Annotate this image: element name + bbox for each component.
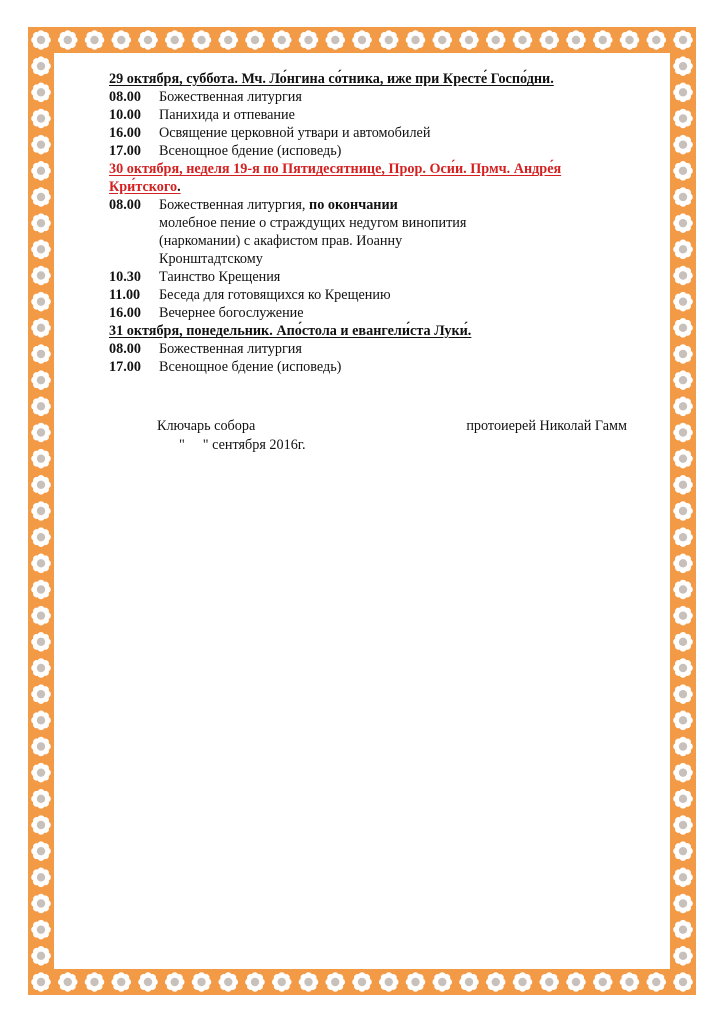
flower-ornament xyxy=(31,684,51,704)
flower-ornament xyxy=(486,30,506,50)
flower-ornament xyxy=(673,946,693,966)
flower-ornament xyxy=(31,344,51,364)
flower-ornament xyxy=(673,397,693,417)
flower-ornament xyxy=(673,475,693,495)
flower-ornament xyxy=(486,972,506,992)
schedule-row xyxy=(109,106,629,124)
flower-ornament xyxy=(245,30,265,50)
flower-ornament xyxy=(459,30,479,50)
schedule-row xyxy=(109,88,629,106)
flower-ornament xyxy=(58,972,78,992)
flower-ornament xyxy=(31,868,51,888)
schedule-row xyxy=(109,286,629,304)
flower-ornament xyxy=(673,658,693,678)
flower-ornament xyxy=(673,841,693,861)
flower-ornament xyxy=(85,30,105,50)
flower-ornament xyxy=(673,240,693,260)
flower-ornament xyxy=(31,266,51,286)
schedule-row xyxy=(109,304,629,322)
flower-ornament xyxy=(673,606,693,626)
service-time: 08.00 xyxy=(109,89,141,105)
flower-ornament xyxy=(272,972,292,992)
flower-ornament xyxy=(593,972,613,992)
flower-ornament xyxy=(325,972,345,992)
flower-ornament xyxy=(111,30,131,50)
day-heading-line2: Кри́тского xyxy=(109,179,178,195)
flower-ornament xyxy=(192,30,212,50)
flower-ornament xyxy=(192,972,212,992)
flower-ornament xyxy=(31,606,51,626)
day-heading-line1: 30 октября, неделя 19-я по Пятидесятнице, Прор. Оси́и. Прмч. Андре́я xyxy=(109,161,562,177)
schedule xyxy=(109,70,629,376)
flower-ornament xyxy=(673,527,693,547)
flower-ornament xyxy=(31,920,51,940)
flower-ornament xyxy=(673,161,693,181)
signature-date xyxy=(157,436,627,454)
flower-ornament xyxy=(673,423,693,443)
flower-ornament xyxy=(406,30,426,50)
description-bold: по окончании xyxy=(309,197,398,213)
flower-ornament xyxy=(272,30,292,50)
description-line: молебное пение о страждущих недугом винопития xyxy=(159,215,467,231)
flower-ornament xyxy=(31,946,51,966)
flower-ornament xyxy=(325,30,345,50)
service-description: Всенощное бдение (исповедь) xyxy=(159,143,342,159)
service-time: 08.00 xyxy=(109,341,141,357)
flower-ornament xyxy=(673,580,693,600)
description-line: Кронштадтскому xyxy=(159,251,263,267)
flower-ornament xyxy=(138,972,158,992)
flower-ornament xyxy=(31,475,51,495)
flower-ornament xyxy=(673,449,693,469)
flower-ornament xyxy=(673,83,693,103)
flower-ornament xyxy=(379,30,399,50)
flower-ornament xyxy=(31,187,51,207)
flower-ornament xyxy=(165,972,185,992)
flower-ornament xyxy=(299,972,319,992)
flower-ornament xyxy=(566,30,586,50)
flower-ornament xyxy=(31,56,51,76)
service-description: Панихида и отпевание xyxy=(159,107,295,123)
flower-ornament xyxy=(673,684,693,704)
service-description: Таинство Крещения xyxy=(159,269,281,285)
flower-ornament xyxy=(673,187,693,207)
flower-ornament xyxy=(673,920,693,940)
flower-ornament xyxy=(673,109,693,129)
flower-ornament xyxy=(673,135,693,155)
service-time: 10.30 xyxy=(109,269,141,285)
flower-ornament xyxy=(111,972,131,992)
service-time: 08.00 xyxy=(109,197,141,213)
flower-ornament xyxy=(459,972,479,992)
schedule-row xyxy=(109,358,629,376)
service-description: Божественная литургия xyxy=(159,341,302,357)
flower-ornament xyxy=(673,789,693,809)
service-description: Вечернее богослужение xyxy=(159,305,304,321)
day-block-oct-30 xyxy=(109,160,629,322)
flower-ornament xyxy=(379,972,399,992)
flower-ornament xyxy=(673,213,693,233)
flower-ornament xyxy=(673,868,693,888)
flower-ornament xyxy=(566,972,586,992)
flower-ornament xyxy=(352,972,372,992)
service-time: 11.00 xyxy=(109,287,141,303)
description-line xyxy=(159,196,629,214)
service-time: 17.00 xyxy=(109,359,141,375)
description-plain: Божественная литургия, xyxy=(159,197,310,213)
flower-ornament xyxy=(31,135,51,155)
flower-ornament xyxy=(31,894,51,914)
flower-ornament xyxy=(673,815,693,835)
flower-ornament xyxy=(620,30,640,50)
flower-ornament xyxy=(673,894,693,914)
flower-ornament xyxy=(432,972,452,992)
service-time: 17.00 xyxy=(109,143,141,159)
service-description: Божественная литургия xyxy=(159,89,302,105)
flower-ornament xyxy=(31,83,51,103)
day-heading: 29 октября, суббота. Мч. Ло́нгина со́тника, иже при Кресте́ Госпо́дни. xyxy=(109,71,554,87)
flower-ornament xyxy=(593,30,613,50)
flower-ornament xyxy=(31,423,51,443)
service-description: Беседа для готовящихся ко Крещению xyxy=(159,287,391,303)
flower-ornament xyxy=(245,972,265,992)
flower-ornament xyxy=(673,763,693,783)
flower-ornament xyxy=(31,30,51,50)
flower-ornament xyxy=(539,972,559,992)
service-time: 16.00 xyxy=(109,305,141,321)
flower-ornament xyxy=(673,56,693,76)
flower-ornament xyxy=(85,972,105,992)
service-time: 10.00 xyxy=(109,107,141,123)
signature-name: протоиерей Николай Гамм xyxy=(466,418,627,434)
flower-ornament xyxy=(31,632,51,652)
flower-ornament xyxy=(31,240,51,260)
flower-ornament xyxy=(673,632,693,652)
signature-block xyxy=(157,417,627,454)
flower-ornament xyxy=(31,161,51,181)
schedule-row xyxy=(109,196,629,268)
service-description: Всенощное бдение (исповедь) xyxy=(159,359,342,375)
signature-row xyxy=(157,417,627,435)
flower-ornament xyxy=(31,658,51,678)
flower-ornament xyxy=(673,344,693,364)
flower-ornament xyxy=(673,370,693,390)
day-heading-period: . xyxy=(177,179,181,195)
flower-ornament xyxy=(58,30,78,50)
flower-ornament xyxy=(31,789,51,809)
flower-ornament xyxy=(299,30,319,50)
flower-ornament xyxy=(513,972,533,992)
schedule-row xyxy=(109,268,629,286)
flower-ornament xyxy=(218,30,238,50)
description-line: (наркомании) с акафистом прав. Иоанну xyxy=(159,233,403,249)
day-heading-feast xyxy=(109,160,629,196)
date-text: сентября 2016г. xyxy=(212,437,306,453)
schedule-row xyxy=(109,340,629,358)
day-block-oct-29 xyxy=(109,70,629,160)
flower-ornament xyxy=(646,30,666,50)
signature-title: Ключарь собора xyxy=(157,418,256,434)
flower-ornament xyxy=(31,815,51,835)
flower-ornament xyxy=(31,527,51,547)
flower-ornament xyxy=(406,972,426,992)
flower-ornament xyxy=(352,30,372,50)
flower-ornament xyxy=(31,501,51,521)
flower-ornament xyxy=(673,737,693,757)
flower-ornament xyxy=(646,972,666,992)
date-close-quote: " xyxy=(202,437,209,453)
service-description xyxy=(159,196,629,268)
day-block-oct-31 xyxy=(109,322,629,376)
flower-ornament xyxy=(673,318,693,338)
schedule-row xyxy=(109,124,629,142)
date-open-quote: " xyxy=(179,437,185,453)
flower-ornament xyxy=(31,711,51,731)
flower-ornament xyxy=(218,972,238,992)
flower-ornament xyxy=(673,292,693,312)
flower-ornament xyxy=(31,397,51,417)
flower-ornament xyxy=(31,763,51,783)
flower-ornament xyxy=(673,501,693,521)
flower-ornament xyxy=(673,972,693,992)
flower-ornament xyxy=(31,841,51,861)
flower-ornament xyxy=(31,972,51,992)
flower-ornament xyxy=(673,266,693,286)
flower-ornament xyxy=(31,370,51,390)
flower-ornament xyxy=(539,30,559,50)
flower-ornament xyxy=(138,30,158,50)
flower-ornament xyxy=(31,554,51,574)
day-heading: 31 октября, понедельник. Апо́стола и евангели́ста Луки́. xyxy=(109,323,472,339)
flower-ornament xyxy=(673,554,693,574)
flower-ornament xyxy=(673,711,693,731)
flower-ornament xyxy=(513,30,533,50)
flower-ornament xyxy=(31,449,51,469)
flower-ornament xyxy=(673,30,693,50)
flower-ornament xyxy=(31,109,51,129)
flower-ornament xyxy=(31,213,51,233)
flower-ornament xyxy=(165,30,185,50)
service-description: Освящение церковной утвари и автомобилей xyxy=(159,125,431,141)
flower-ornament xyxy=(31,580,51,600)
flower-ornament xyxy=(620,972,640,992)
flower-ornament xyxy=(31,737,51,757)
flower-ornament xyxy=(31,292,51,312)
flower-ornament xyxy=(31,318,51,338)
schedule-row xyxy=(109,142,629,160)
service-time: 16.00 xyxy=(109,125,141,141)
flower-ornament xyxy=(432,30,452,50)
